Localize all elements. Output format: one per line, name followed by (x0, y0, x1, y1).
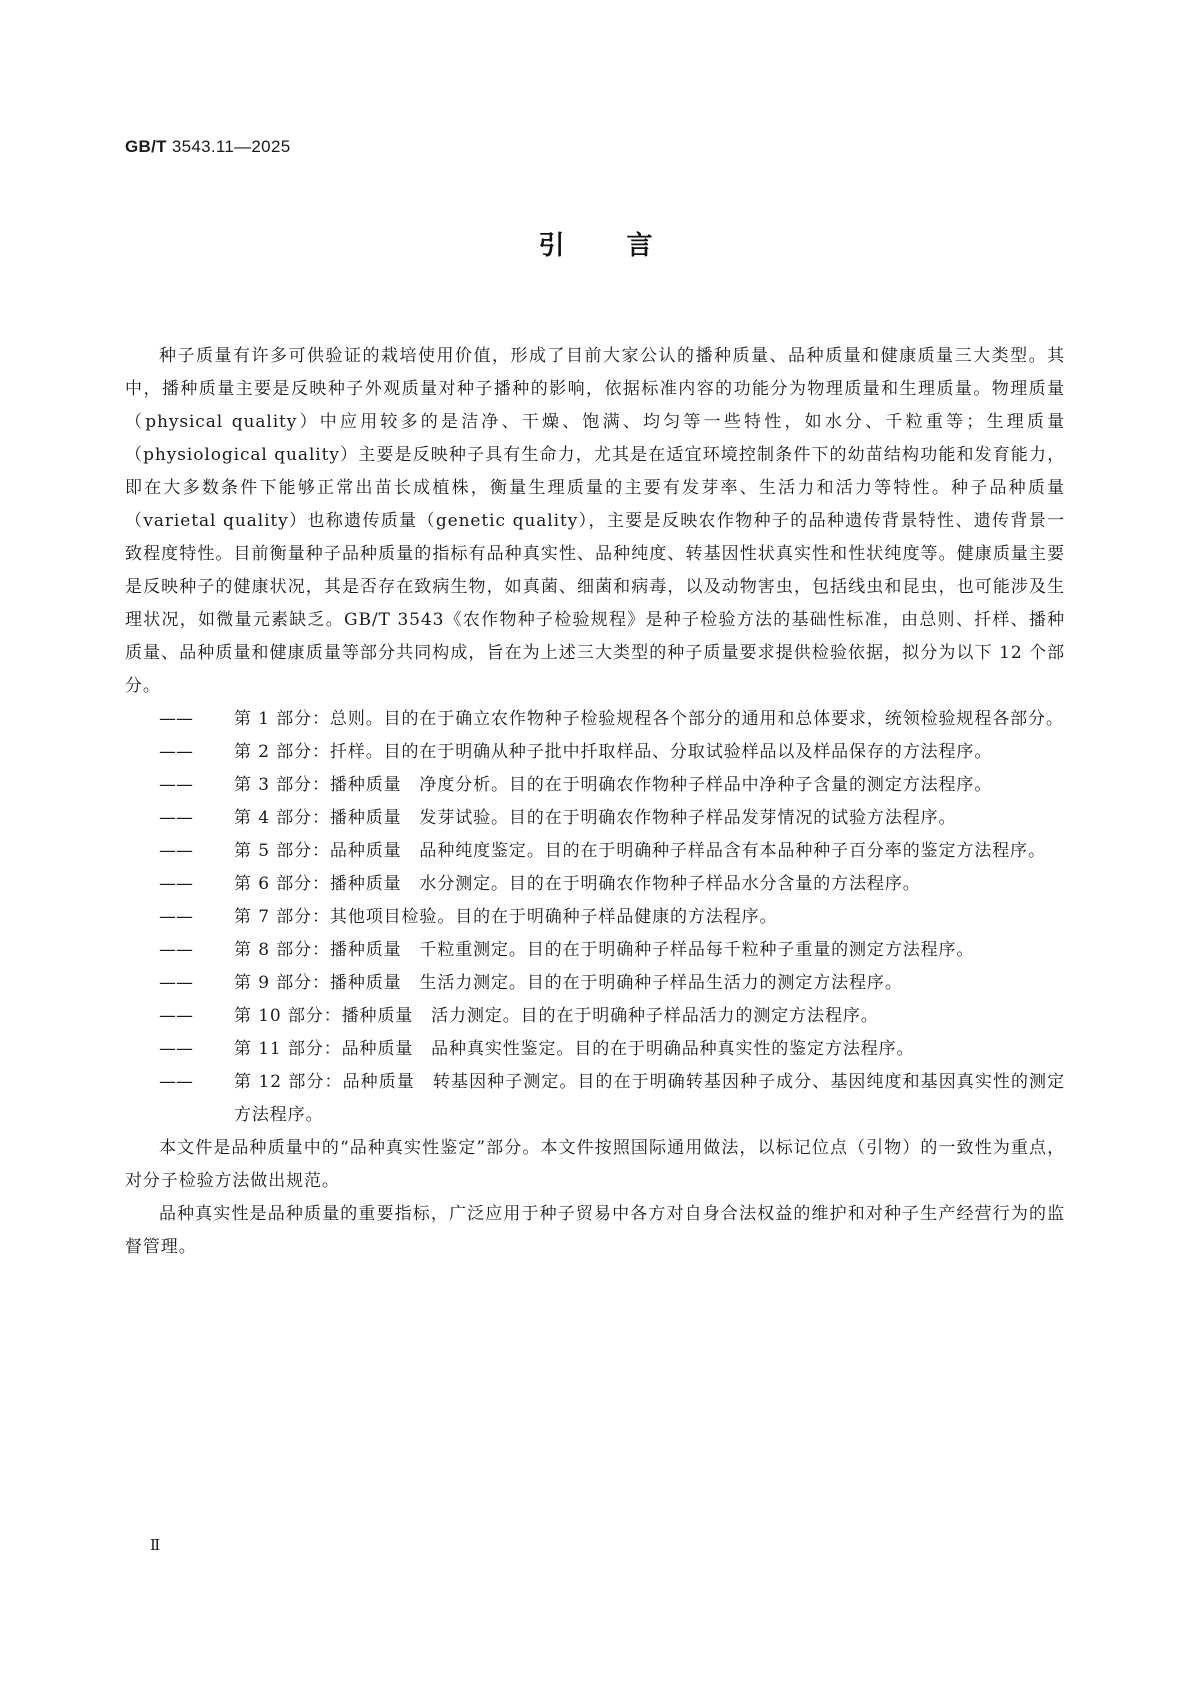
part-text-1: 第 1 部分：总则。目的在于确立农作物种子检验规程各个部分的通用和总体要求，统领检验规程各部分。 (234, 709, 1064, 729)
dash-mark: —— (159, 742, 193, 762)
part-text-6: 第 6 部分：播种质量 水分测定。目的在于明确农作物种子样品水分含量的方法程序。 (234, 874, 921, 894)
parts-list (125, 703, 1065, 1132)
part-text-5: 第 5 部分：品种质量 品种纯度鉴定。目的在于明确种子样品含有本品种种子百分率的鉴定方法程序。 (234, 841, 1046, 861)
part-item-9 (159, 967, 1065, 1000)
part-text-8: 第 8 部分：播种质量 千粒重测定。目的在于明确种子样品每千粒种子重量的测定方法程序。 (234, 940, 975, 960)
part-text-7: 第 7 部分：其他项目检验。目的在于明确种子样品健康的方法程序。 (234, 907, 778, 927)
dash-mark: —— (159, 907, 193, 927)
part-item-4 (159, 802, 1065, 835)
part-text-4: 第 4 部分：播种质量 发芽试验。目的在于明确农作物种子样品发芽情况的试验方法程序。 (234, 808, 957, 828)
part-item-1 (159, 703, 1065, 736)
part-text-3: 第 3 部分：播种质量 净度分析。目的在于明确农作物种子样品中净种子含量的测定方法程序。 (234, 775, 993, 795)
page-number: Ⅱ (150, 1536, 161, 1554)
part-item-12 (159, 1066, 1065, 1132)
standard-code (125, 137, 290, 157)
part-text-10: 第 10 部分：播种质量 活力测定。目的在于明确种子样品活力的测定方法程序。 (234, 1006, 879, 1026)
intro-paragraph: 种子质量有许多可供验证的栽培使用价值，形成了目前大家公认的播种质量、品种质量和健康质量三大类型。其中，播种质量主要是反映种子外观质量对种子播种的影响，依据标准内容的功能分为物理质量和生理质量。物理质量（physical quality）中应用较多的是洁净、干燥、饱满、均匀等一些特性，如水分、千粒重等；生理质量（physiological quality）主要是反映种子具有生命力，尤其是在适宜环境控制条件下的幼苗结构功能和发育能力，即在大多数条件下能够正常出苗长成植株，衡量生理质量的主要有发芽率、生活力和活力等特性。种子品种质量（varietal quality）也称遗传质量（genetic quality），主要是反映农作物种子的品种遗传背景特性、遗传背景一致程度特性。目前衡量种子品种质量的指标有品种真实性、品种纯度、转基因性状真实性和性状纯度等。健康质量主要是反映种子的健康状况，其是否存在致病生物，如真菌、细菌和病毒，以及动物害虫，包括线虫和昆虫，也可能涉及生理状况，如微量元素缺乏。GB/T 3543《农作物种子检验规程》是种子检验方法的基础性标准，由总则、扦样、播种质量、品种质量和健康质量等部分共同构成，旨在为上述三大类型的种子质量要求提供检验依据，拟分为以下 12 个部分。 (125, 346, 1065, 696)
dash-mark: —— (159, 808, 193, 828)
dash-mark: —— (159, 973, 193, 993)
dash-mark: —— (159, 1006, 193, 1026)
part-text-9: 第 9 部分：播种质量 生活力测定。目的在于明确种子样品生活力的测定方法程序。 (234, 973, 903, 993)
standard-code-prefix: GB/T (125, 137, 167, 156)
scope-paragraph: 本文件是品种质量中的“品种真实性鉴定”部分。本文件按照国际通用做法，以标记位点（引物）的一致性为重点，对分子检验方法做出规范。 (125, 1138, 1065, 1191)
closing-paragraph: 品种真实性是品种质量的重要指标，广泛应用于种子贸易中各方对自身合法权益的维护和对种子生产经营行为的监督管理。 (125, 1204, 1065, 1257)
part-item-8 (159, 934, 1065, 967)
dash-mark: —— (159, 841, 193, 861)
part-item-11 (159, 1033, 1065, 1066)
part-item-5 (159, 835, 1065, 868)
part-item-2 (159, 736, 1065, 769)
dash-mark: —— (159, 775, 193, 795)
part-item-10 (159, 1000, 1065, 1033)
dash-mark: —— (159, 1039, 193, 1059)
part-text-12: 第 12 部分：品种质量 转基因种子测定。目的在于明确转基因种子成分、基因纯度和基因真实性的测定方法程序。 (234, 1072, 1065, 1125)
dash-mark: —— (159, 709, 193, 729)
part-item-7 (159, 901, 1065, 934)
standard-code-number: 3543.11—2025 (171, 137, 291, 156)
part-item-3 (159, 769, 1065, 802)
dash-mark: —— (159, 874, 193, 894)
dash-mark: —— (159, 1072, 193, 1092)
document-body (125, 340, 1065, 1264)
dash-mark: —— (159, 940, 193, 960)
part-text-2: 第 2 部分：扦样。目的在于明确从种子批中扦取样品、分取试验样品以及样品保存的方法程序。 (234, 742, 993, 762)
part-text-11: 第 11 部分：品种质量 品种真实性鉴定。目的在于明确品种真实性的鉴定方法程序。 (234, 1039, 915, 1059)
part-item-6 (159, 868, 1065, 901)
section-title: 引言 (538, 231, 715, 261)
